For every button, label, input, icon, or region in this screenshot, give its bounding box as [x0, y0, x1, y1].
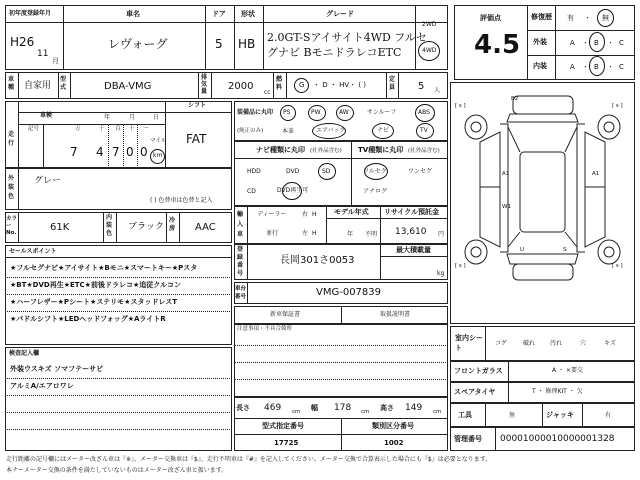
length-unit: cm: [292, 409, 301, 415]
seat-burn: コゲ: [495, 340, 508, 347]
car-diagram: [450, 82, 635, 324]
divider: [527, 30, 635, 31]
tv-analog: アナログ: [363, 188, 388, 195]
ac-label: 冷房: [169, 217, 176, 232]
divider: [5, 395, 232, 396]
equip-aw: AW: [339, 109, 349, 116]
equip-abs: ABS: [418, 109, 430, 116]
mgmt-label: 管理番号: [454, 435, 482, 443]
interior-sep: ・: [607, 63, 614, 71]
mark-b2: B2: [511, 96, 519, 102]
check-label: 車検: [40, 112, 53, 119]
exterior-sep: ・: [582, 39, 589, 47]
navi-title: ナビ種類に丸印: [256, 146, 305, 154]
divider: [485, 403, 486, 427]
equip-leather: 本革: [282, 128, 295, 135]
divider: [326, 218, 448, 219]
equip-tv: TV: [420, 127, 428, 134]
seat-label: 室内シート: [455, 334, 483, 352]
mark-w1: W1: [502, 204, 511, 210]
import-dealer: ディーラー: [257, 211, 287, 218]
sales-point-line: ★フルセグナビ★アイサイト★Bモニ★スマートキー★Pスタ: [10, 264, 198, 272]
footer-note: 走行距離の記号欄にはメーター改ざん車は『※』、メーター交換車は『$』、走行不明車は『#』を記入してください。メーター交換で合算表示した場合にも『$』は必要となります。: [6, 456, 492, 463]
width-label: 幅: [311, 404, 318, 412]
class-value: 1002: [384, 439, 404, 447]
seat-dirt: 汚れ: [550, 340, 563, 347]
tools-label: 工具: [458, 411, 472, 419]
interior-sep: ・: [582, 63, 589, 71]
mark-a1: A1: [502, 171, 510, 177]
inspection-frame: [5, 347, 232, 451]
int-color-label: 内装色: [106, 214, 113, 237]
interior-c: C: [619, 63, 624, 71]
divider: [341, 418, 342, 451]
height-value: 149: [405, 403, 423, 413]
notes-label: 注意事項・不具合箇所: [237, 326, 293, 332]
reg-year-label: 初年度登録年月: [9, 10, 52, 17]
divider: [380, 256, 448, 257]
mileage-digit: 4: [96, 145, 104, 159]
cap-unit: 人: [434, 87, 441, 94]
mileage-digit: 0: [140, 145, 148, 159]
type-value: 17725: [274, 439, 299, 447]
divider: [495, 427, 496, 451]
model-year-unit: 年: [347, 231, 354, 238]
divider: [108, 124, 109, 168]
divider: [555, 5, 556, 80]
divider: [205, 5, 206, 70]
shape-value: HB: [238, 37, 256, 51]
mark-a1: A1: [592, 171, 600, 177]
navi-dvd: DVD: [286, 168, 300, 175]
recycle-label: リサイクル預託金: [384, 208, 440, 216]
score-label: 評価点: [480, 14, 501, 22]
divider: [198, 72, 199, 99]
shift-label: シフト: [188, 102, 207, 109]
divider: [351, 141, 352, 206]
spare-options: T ・ 修理KIT ・ 欠: [532, 388, 583, 395]
divider: [5, 378, 232, 379]
interior-a: A: [570, 63, 575, 71]
divider: [137, 124, 138, 168]
recycle-yen: 円: [438, 231, 445, 238]
divider: [273, 72, 274, 99]
height-unit: cm: [433, 409, 442, 415]
color-side-label: 外装色: [8, 175, 15, 200]
import-right: 右: [302, 211, 309, 218]
repair-no: 無: [602, 14, 609, 22]
door-label: ドア: [212, 10, 226, 18]
divider: [5, 257, 232, 258]
disp-label: 排気量: [201, 74, 208, 95]
navi-sd: SD: [322, 168, 331, 175]
mileage-col-1k: 千: [99, 126, 105, 132]
vin-label: 車台番号: [235, 286, 247, 300]
divider: [263, 5, 264, 70]
reg-month-value: 11: [37, 49, 49, 59]
navi-sub: (社外品含む): [310, 148, 342, 154]
check-day: 日: [153, 114, 160, 121]
divider: [542, 403, 543, 427]
fuel-label: 燃料: [276, 76, 283, 91]
divider: [326, 206, 327, 244]
equip-airbag: エアバック: [316, 127, 346, 134]
jack-label: ジャッキ: [546, 411, 574, 419]
divider: [58, 72, 59, 99]
equip-navi: ナビ: [377, 127, 390, 134]
width-value: 178: [334, 403, 352, 413]
model-label: 型式: [60, 76, 67, 91]
max-load-unit: kg: [437, 270, 445, 277]
inspection-title: 検査記入欄: [9, 350, 40, 357]
divider: [18, 212, 19, 243]
mileage-col-unit: 記号: [28, 126, 40, 132]
shift-value: FAT: [186, 132, 207, 146]
divider: [386, 72, 387, 99]
divider: [5, 412, 232, 413]
exterior-c: C: [619, 39, 624, 47]
sales-point-line: ★BT★DVD再生★ETC★前後ドラレコ★追従クルコン: [10, 281, 182, 289]
plate-value: 長岡301さ0053: [280, 255, 355, 266]
import-parallel: 並行: [266, 230, 279, 237]
drive-4wd: 4WD: [422, 47, 437, 54]
mgmt-value: 00001000010000001328: [500, 434, 615, 444]
equip-ps: PS: [283, 109, 291, 116]
equipment-title: 装備品に丸印: [237, 109, 274, 116]
divider: [70, 72, 71, 99]
divider: [5, 429, 232, 430]
check-month: 月: [129, 114, 136, 121]
color-value: グレー: [34, 176, 62, 186]
divider: [485, 326, 486, 361]
seat-scratch: キズ: [604, 340, 616, 347]
reg-year-value: H26: [10, 35, 35, 49]
divider: [247, 206, 248, 244]
row2-frame: [5, 72, 448, 99]
color-code-value: 61K: [50, 222, 70, 233]
recycle-value: 13,610: [395, 227, 427, 237]
disp-unit: cc: [264, 89, 271, 96]
ac-value: AAC: [195, 222, 216, 233]
mileage-side-label: 走行: [8, 131, 15, 147]
divider: [179, 212, 180, 243]
divider: [166, 212, 167, 243]
type-label: 型式指定番号: [262, 422, 304, 430]
class-label: 類別区分番号: [372, 422, 414, 430]
sales-points-frame: [5, 245, 232, 345]
import-label: 輸入車: [237, 211, 244, 238]
repair-label: 修復歴: [531, 13, 552, 21]
divider: [63, 5, 64, 70]
tv-oneseg: ワンセグ: [408, 168, 433, 175]
sales-points-title: セールスポイント: [9, 248, 57, 255]
divider: [508, 361, 509, 382]
divider: [234, 362, 448, 363]
sales-point-line: ★ハーフレザー★Pシート★ステリモ★スタッドレスT: [10, 298, 178, 306]
seat-tear: 破れ: [523, 340, 536, 347]
divider: [103, 212, 104, 243]
mark-s: S: [563, 247, 567, 253]
import-left: 左: [302, 230, 309, 237]
equipment-sub: (純正のみ): [237, 128, 264, 134]
diagram-bracket: [ s ]: [455, 263, 466, 269]
divider: [18, 168, 19, 210]
divider: [341, 306, 342, 324]
divider: [527, 55, 635, 56]
score-value: 4.5: [474, 30, 521, 60]
repair-sep: ・: [584, 14, 591, 22]
divider: [380, 244, 381, 280]
inspection-line: アルミA/エアロワレ: [10, 382, 74, 390]
diagram-bracket: [ s ]: [455, 103, 466, 109]
navi-dvd-play: DVD再生可: [277, 187, 309, 194]
grade-line-1: 2.0GT-Sアイサイト4WD フルセ: [267, 31, 427, 44]
divider: [234, 379, 448, 380]
grade-line-2: グナビ BモニドラレコETC: [267, 46, 402, 59]
model-year-label: モデル年式: [334, 208, 369, 216]
tv-fullseg: フルセグ: [363, 168, 387, 175]
drive-2wd: 2WD: [422, 21, 437, 28]
divider: [380, 206, 381, 244]
divider: [116, 212, 117, 243]
divider: [234, 158, 448, 159]
vin-value: VMG-007839: [316, 287, 381, 298]
model-value: DBA-VMG: [104, 81, 152, 92]
mileage-mile: マイル: [150, 138, 167, 144]
int-color-value: ブラック: [128, 222, 164, 232]
divider: [286, 72, 287, 99]
use-label: 車種: [8, 76, 15, 91]
equip-pw: PW: [311, 109, 321, 116]
disp-value: 2000: [228, 81, 254, 92]
sales-point-line: ★パドルシフト★LEDヘッドフォッグ★AライトR: [10, 315, 166, 323]
repair-yes: 有: [567, 14, 574, 22]
exterior-a: A: [570, 39, 575, 47]
divider: [5, 277, 232, 278]
interior-b: B: [594, 63, 599, 71]
divider: [18, 124, 165, 125]
top-header-line: [5, 22, 448, 23]
length-label: 長さ: [236, 404, 250, 412]
navi-cd: CD: [247, 188, 256, 195]
exterior-sep: ・: [607, 39, 614, 47]
mileage-digit: 7: [70, 145, 78, 159]
use-value: 自家用: [24, 81, 52, 91]
divider: [398, 72, 399, 99]
tools-value: 無: [509, 412, 516, 419]
height-label: 高さ: [380, 404, 394, 412]
import-h: H: [312, 230, 317, 237]
model-year-unknown: 不明: [365, 231, 378, 238]
divider: [247, 244, 248, 280]
glass-label: フロントガラス: [454, 367, 503, 375]
fuel-g: G: [299, 81, 305, 89]
fuel-other: ・ D ・ HV・ ( ): [313, 81, 367, 89]
glass-options: A ・ ×要交: [552, 367, 583, 374]
mileage-col-10: 十: [129, 126, 135, 132]
navi-hdd: HDD: [247, 168, 261, 175]
exterior-b: B: [594, 39, 599, 47]
reg-month-unit: 月: [52, 57, 59, 65]
mark-u: U: [520, 247, 525, 253]
mileage-km: km: [153, 152, 163, 159]
inspection-line: 外装ウスキズ ソマフテーサビ: [10, 365, 104, 373]
width-unit: cm: [361, 409, 370, 415]
interior-label: 内装: [533, 62, 547, 70]
divider: [5, 311, 232, 312]
divider: [247, 282, 248, 304]
seat-hole: 穴: [580, 340, 587, 347]
manual-label: 取扱説明書: [380, 311, 411, 318]
divider: [582, 403, 583, 427]
tv-title: TV種類に丸印: [358, 146, 404, 154]
diagram-bracket: [ s ]: [612, 103, 623, 109]
length-value: 469: [264, 403, 282, 413]
divider: [43, 124, 44, 168]
cap-value: 5: [418, 81, 425, 92]
divider: [123, 124, 124, 168]
max-load-label: 最大積載量: [396, 246, 431, 254]
tv-sub: (社外品含む): [408, 148, 440, 154]
door-value: 5: [215, 37, 223, 51]
divider: [211, 72, 212, 99]
divider: [527, 5, 528, 80]
plate-label: 登録番号: [237, 246, 244, 277]
exterior-label: 外装: [533, 38, 547, 46]
notes-frame: [234, 324, 448, 397]
equip-sunroof: サンルーフ: [367, 109, 397, 116]
divider: [234, 5, 235, 70]
color-code-label: カラーNo.: [6, 216, 18, 236]
cap-label: 定員: [389, 76, 396, 91]
divider: [508, 382, 509, 403]
check-year: 年: [104, 114, 111, 121]
mileage-col-100: 百: [115, 126, 121, 132]
diagram-bracket: [ s ]: [612, 263, 623, 269]
shape-label: 形状: [241, 10, 255, 18]
divider: [5, 294, 232, 295]
mileage-col-10k: 万: [75, 126, 81, 132]
color-note: ( ) 色替車は色替と記入: [150, 197, 213, 204]
mileage-col-1: 一: [143, 126, 149, 132]
divider: [18, 72, 19, 99]
divider: [234, 345, 448, 346]
spare-label: スペアタイヤ: [454, 388, 496, 396]
car-name-label: 車名: [126, 10, 140, 18]
mileage-digit: 7: [112, 145, 120, 159]
grade-label: グレード: [326, 10, 354, 18]
warranty-label: 新車保証書: [270, 311, 301, 318]
jack-value: 有: [605, 412, 612, 419]
car-name-value: レヴォーグ: [108, 37, 168, 51]
mileage-digit: 0: [126, 145, 134, 159]
import-h: H: [312, 211, 317, 218]
footer-note: 本ナーメーター交換の条件を満たしていないものはメーター改ざん車と扱います。: [6, 467, 228, 474]
